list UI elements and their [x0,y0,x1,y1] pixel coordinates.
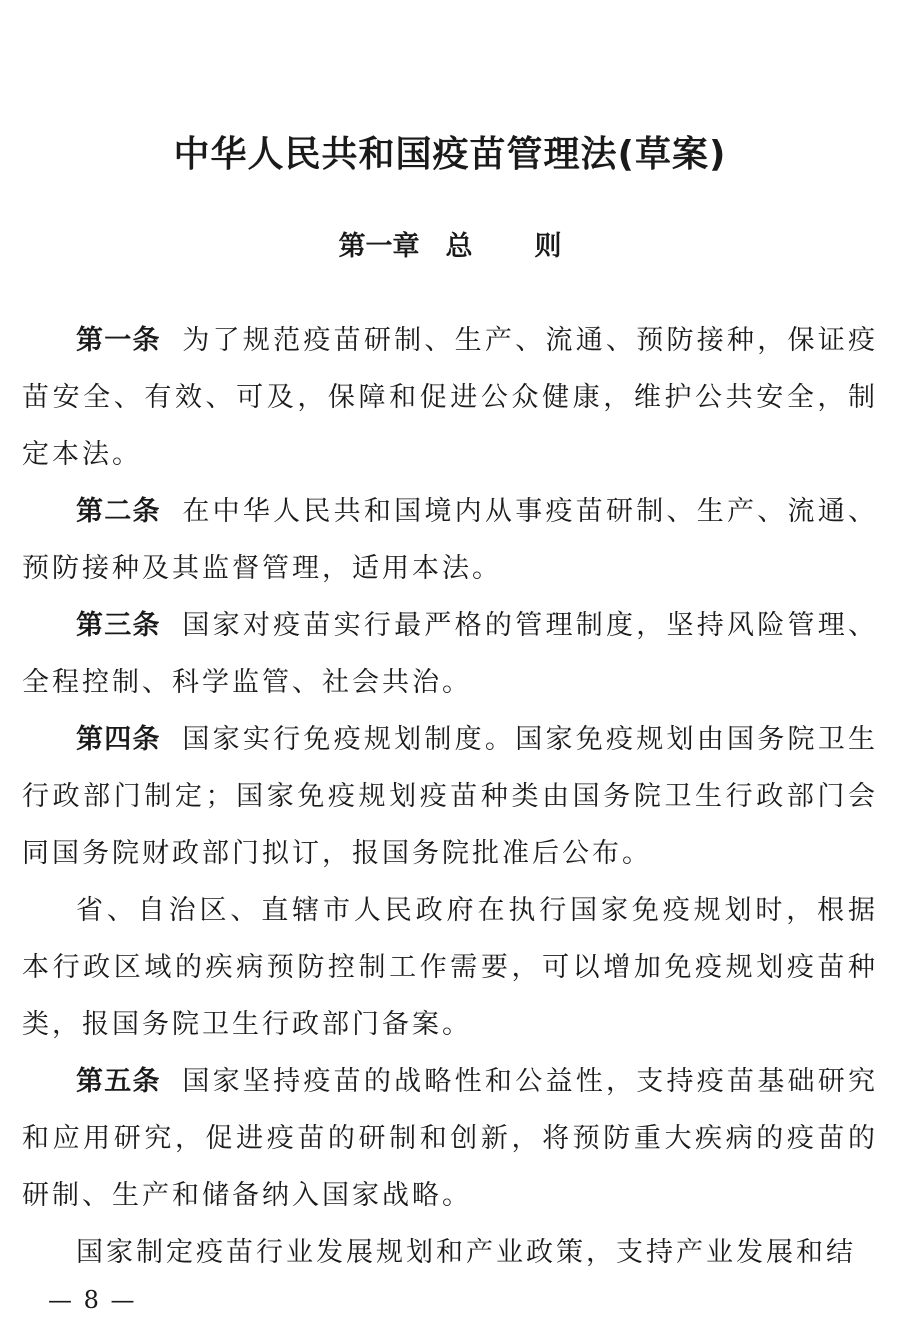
document-title: 中华人民共和国疫苗管理法(草案) [173,134,727,175]
article-5-second-paragraph [22,1224,878,1281]
article-2-label: 第二条 [76,496,161,527]
article-2-paragraph [22,483,878,597]
article-1-paragraph [22,312,878,483]
article-5-second-text: 国家制定疫苗行业发展规划和产业政策，支持产业发展和结 [76,1237,856,1268]
chapter-heading [0,224,900,263]
document-body [22,312,878,1281]
article-4-second-paragraph [22,882,878,1053]
article-5-paragraph [22,1053,878,1224]
article-4-label: 第四条 [76,724,161,755]
article-5-label: 第五条 [76,1066,161,1097]
article-1-text: 为了规范疫苗研制、生产、流通、预防接种，保证疫苗安全、有效、可及，保障和促进公众健康，维护公共安全，制定本法。 [22,325,879,470]
article-5-text: 国家坚持疫苗的战略性和公益性，支持疫苗基础研究和应用研究，促进疫苗的研制和创新，将预防重大疾病的疫苗的研制、生产和储备纳入国家战略。 [22,1066,879,1211]
chapter-label: 第一章 [338,231,420,262]
article-3-label: 第三条 [76,610,161,641]
article-3-text: 国家对疫苗实行最严格的管理制度，坚持风险管理、全程控制、科学监管、社会共治。 [22,610,879,698]
page-number: — 8 — [48,1286,137,1314]
article-3-paragraph [22,597,878,711]
article-1-label: 第一条 [76,325,161,356]
article-4-second-text: 省、自治区、直辖市人民政府在执行国家免疫规划时，根据本行政区域的疾病预防控制工作需要，可以增加免疫规划疫苗种类，报国务院卫生行政部门备案。 [22,895,878,1040]
article-4-paragraph [22,711,878,882]
chapter-title-part2: 则 [534,231,562,262]
article-4-text: 国家实行免疫规划制度。国家免疫规划由国务院卫生行政部门制定；国家免疫规划疫苗种类由国务院卫生行政部门会同国务院财政部门拟订，报国务院批准后公布。 [22,724,879,869]
article-2-text: 在中华人民共和国境内从事疫苗研制、生产、流通、预防接种及其监督管理，适用本法。 [22,496,879,584]
chapter-title-part1: 总 [445,231,473,262]
